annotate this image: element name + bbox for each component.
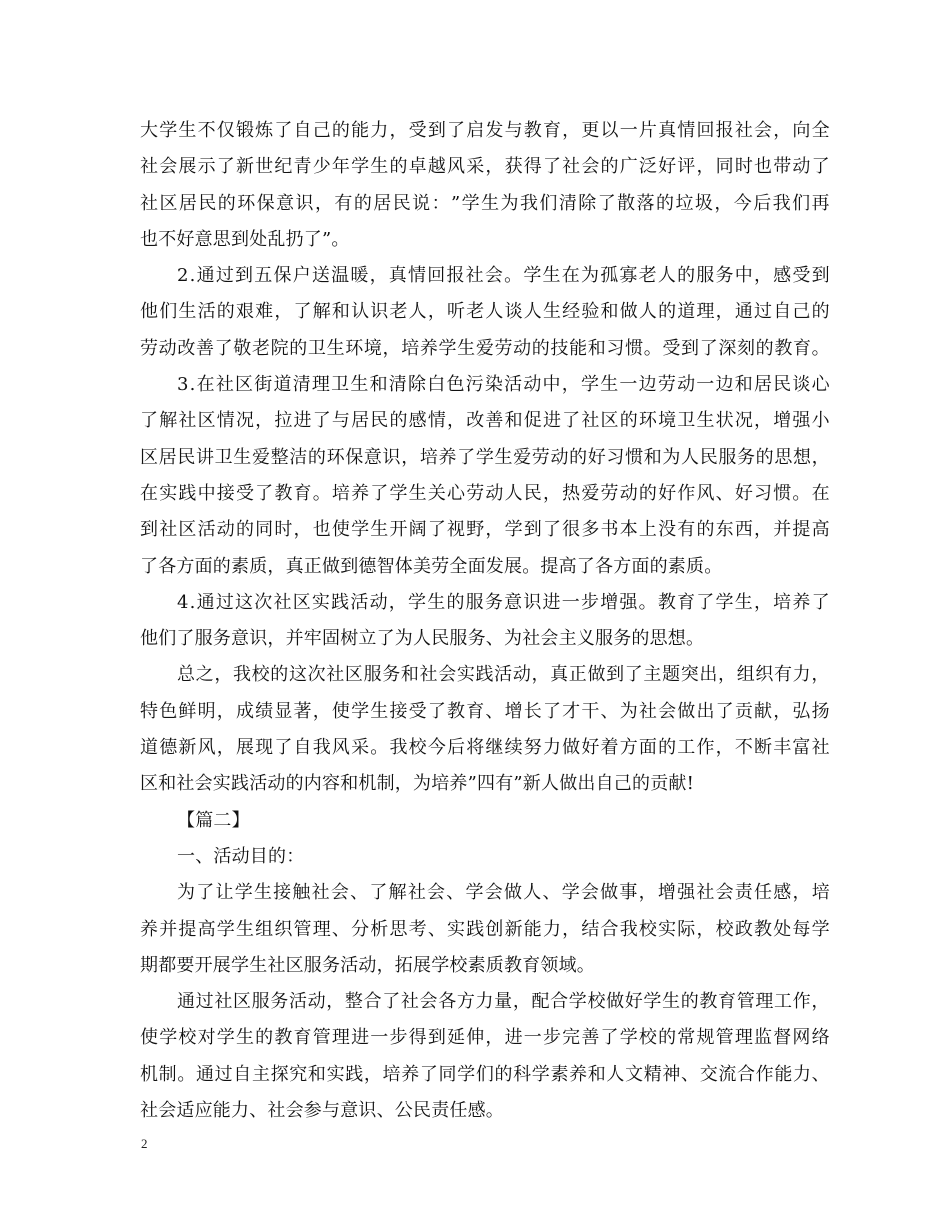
text-line: 为 了 让 学 生 接 触 社 会 、 了 解 社 会 、 学 会 做 人 、 学 会 做 事 ， 增 强 社 会 责 任 感 ， 培 (177, 882, 830, 904)
section-heading: 【篇二】 (177, 809, 250, 831)
text-line: 总 之 ， 我 校 的 这 次 社 区 服 务 和 社 会 实 践 活 动 ， 真 正 做 到 了 主 题 突 出 ， 组 织 有 力 ， (177, 664, 830, 686)
text-line: 大 学 生 不 仅 锻 炼 了 自 己 的 能 力 ， 受 到 了 启 发 与 教 育 ， 更 以 一 片 真 情 回 报 社 会 ， 向 全 (140, 120, 830, 141)
subheading: 一、活动目的： (177, 845, 305, 867)
text-line: 区和社会实践活动的内容和机制，为培养”四有”新人做出自己的贡献! (140, 773, 695, 795)
text-line: 社 区 居 民 的 环 保 意 识 ， 有 的 居 民 说 ： ” 学 生 为 我 们 清 除 了 散 落 的 垃 圾 ， 今 后 我 们 再 (140, 192, 830, 214)
text-line: 机 制 。 通 过 自 主 探 究 和 实 践 ， 培 养 了 同 学 们 的 科 学 素 养 和 人 文 精 神 、 交 流 合 作 能 力 、 (140, 1063, 830, 1085)
text-line: 劳 动 改 善 了 敬 老 院 的 卫 生 环 境 ， 培 养 学 生 爱 劳 动 的 技 能 和 习 惯 。 受 到 了 深 刻 的 教 育 。 (140, 337, 830, 359)
text-line: 特 色 鲜 明 ， 成 绩 显 著 ， 使 学 生 接 受 了 教 育 、 增 长 了 才 干 、 为 社 会 做 出 了 贡 献 ， 弘 扬 (140, 700, 830, 722)
text-line: 了 解 社 区 情 况 ， 拉 进 了 与 居 民 的 感 情 ， 改 善 和 促 进 了 社 区 的 环 境 卫 生 状 况 ， 增 强 小 (140, 410, 830, 432)
text-line: 他 们 生 活 的 艰 难 ， 了 解 和 认 识 老 人 ， 听 老 人 谈 人 生 经 验 和 做 人 的 道 理 ， 通 过 自 己 的 (140, 301, 830, 323)
text-line: 他们了服务意识，并牢固树立了为人民服务、为社会主义服务的思想。 (140, 628, 705, 650)
text-line: 到 社 区 活 动 的 同 时 ， 也 使 学 生 开 阔 了 视 野 ， 学 到 了 很 多 书 本 上 没 有 的 东 西 ， 并 提 高 (140, 519, 830, 541)
text-line: 使 学 校 对 学 生 的 教 育 管 理 进 一 步 得 到 延 伸 ， 进 一 步 完 善 了 学 校 的 常 规 管 理 监 督 网 络 (140, 1027, 830, 1049)
text-line: 期都要开展学生社区服务活动，拓展学校素质教育领域。 (140, 954, 595, 976)
text-line: 了各方面的素质，真正做到德智体美劳全面发展。提高了各方面的素质。 (140, 555, 723, 577)
text-line: 在 实 践 中 接 受 了 教 育 。 培 养 了 学 生 关 心 劳 动 人 民 ， 热 爱 劳 动 的 好 作 风 、 好 习 惯 。 在 (140, 482, 830, 504)
text-line: 区 居 民 讲 卫 生 爱 整 洁 的 环 保 意 识 ， 培 养 了 学 生 爱 劳 动 的 好 习 惯 和 为 人 民 服 务 的 思 想 ， (140, 446, 830, 468)
text-line: 也不好意思到处乱扔了”。 (140, 228, 350, 250)
text-line: 通 过 社 区 服 务 活 动 ， 整 合 了 社 会 各 方 力 量 ， 配 合 学 校 做 好 学 生 的 教 育 管 理 工 作 ， (177, 991, 830, 1013)
text-line: 道 德 新 风 ， 展 现 了 自 我 风 采 。 我 校 今 后 将 继 续 努 力 做 好 着 方 面 的 工 作 ， 不 断 丰 富 社 (140, 737, 830, 759)
text-line: 3 . 在 社 区 街 道 清 理 卫 生 和 清 除 白 色 污 染 活 动 中 ， 学 生 一 边 劳 动 一 边 和 居 民 谈 心 (177, 374, 830, 396)
text-line: 4 . 通 过 这 次 社 区 实 践 活 动 ， 学 生 的 服 务 意 识 进 一 步 增 强 。 教 育 了 学 生 ， 培 养 了 (177, 591, 830, 613)
text-line: 社会适应能力、社会参与意识、公民责任感。 (140, 1100, 504, 1122)
text-line: 养 并 提 高 学 生 组 织 管 理 、 分 析 思 考 、 实 践 创 新 能 力 ， 结 合 我 校 实 际 ， 校 政 教 处 每 学 (140, 918, 830, 940)
document-body (140, 113, 830, 1129)
text-line: 社 会 展 示 了 新 世 纪 青 少 年 学 生 的 卓 越 风 采 ， 获 得 了 社 会 的 广 泛 好 评 ， 同 时 也 带 动 了 (140, 156, 830, 178)
page-number: 2 (141, 1136, 148, 1151)
text-line: 2 . 通 过 到 五 保 户 送 温 暖 ， 真 情 回 报 社 会 。 学 生 在 为 孤 寡 老 人 的 服 务 中 ， 感 受 到 (177, 265, 830, 287)
